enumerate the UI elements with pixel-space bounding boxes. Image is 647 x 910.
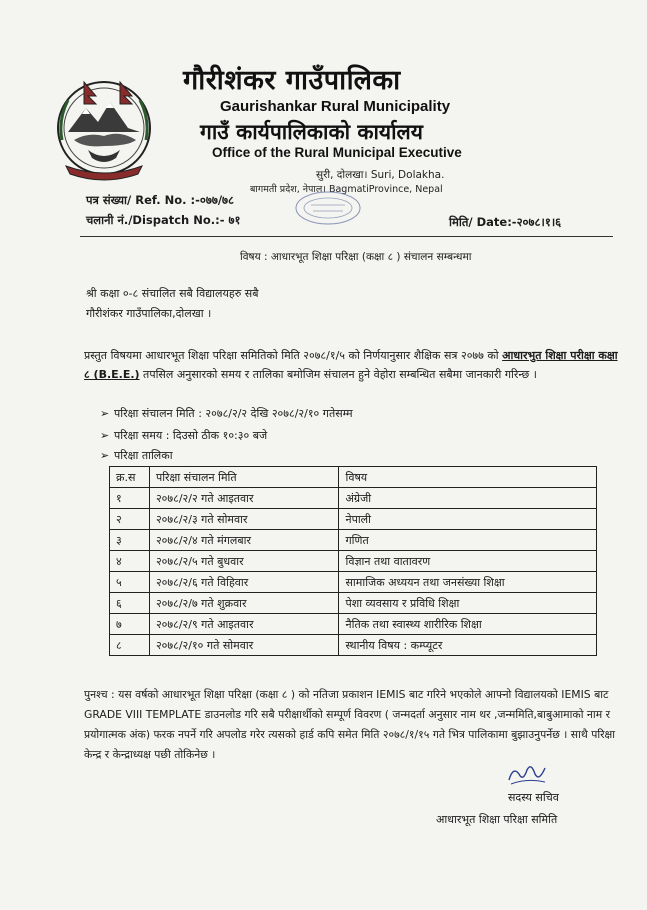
cell-serial: ६ — [110, 593, 150, 614]
table-row — [110, 614, 597, 635]
cell-subject: स्थानीय विषय : कम्प्यूटर — [339, 635, 597, 656]
cell-date: २०७८/२/१० गते सोमवार — [149, 635, 339, 656]
arrow-bullet-icon: ➢ — [100, 449, 110, 462]
table-header-row — [110, 467, 597, 488]
recipient-line-1: श्री कक्षा ०-८ संचालित सबै विद्यालयहरु सबै — [86, 287, 259, 300]
header-exam-date: परिक्षा संचालन मिति — [149, 467, 339, 488]
office-name-nepali: गाउँ कार्यपालिकाको कार्यालय — [200, 120, 423, 144]
letter-date: मिति/ Date:-२०७८।१।६ — [449, 215, 562, 229]
table-row — [110, 488, 597, 509]
municipality-name-english: Gaurishankar Rural Municipality — [220, 98, 451, 115]
cell-date: २०७८/२/४ गते मंगलबार — [149, 530, 339, 551]
body-part-1: प्रस्तुत विषयमा आधारभूत शिक्षा परिक्षा समितिको मिति २०७८/१/५ को निर्णयानुसार शैक्षिक सत्र २०७७ को — [84, 349, 503, 362]
table-row — [110, 551, 597, 572]
cell-subject: नैतिक तथा स्वास्थ्य शारीरिक शिक्षा — [339, 614, 597, 635]
cell-subject: अंग्रेजी — [339, 488, 597, 509]
signatory-title: सदस्य सचिव — [508, 791, 559, 804]
bullet-schedule-title — [100, 448, 173, 463]
table-row — [110, 635, 597, 656]
signature-icon — [505, 760, 549, 788]
cell-serial: ४ — [110, 551, 150, 572]
exam-schedule-table — [109, 466, 597, 656]
signatory-committee: आधारभूत शिक्षा परिक्षा समिति — [436, 813, 558, 826]
exam-name-highlight: आधारभुत शिक्षा परीक्षा कक्षा ८ (B.E.E.) — [84, 349, 618, 381]
header-divider — [80, 236, 613, 237]
cell-serial: १ — [110, 488, 150, 509]
cell-serial: ८ — [110, 635, 150, 656]
header-serial: क्र.स — [110, 467, 150, 488]
cell-date: २०७८/२/९ गते आइतवार — [149, 614, 339, 635]
cell-date: २०७८/२/२ गते आइतवार — [149, 488, 339, 509]
schedule-title: परिक्षा तालिका — [114, 449, 173, 462]
cell-serial: २ — [110, 509, 150, 530]
cell-serial: ३ — [110, 530, 150, 551]
recipient-line-2: गौरीशंकर गाउँपालिका,दोलखा । — [86, 307, 212, 320]
arrow-bullet-icon: ➢ — [100, 407, 110, 420]
office-name-english: Office of the Rural Municipal Executive — [212, 145, 462, 160]
exam-date-range: परिक्षा संचालन मिति : २०७८/२/२ देखि २०७८/२/१० गतेसम्म — [114, 407, 353, 420]
address-line-1: सुरी, दोलखा। Suri, Dolakha. — [316, 169, 445, 181]
table-row — [110, 572, 597, 593]
address-line-2: बागमती प्रदेश, नेपाल। BagmatiProvince, Nepal — [250, 184, 443, 195]
cell-subject: गणित — [339, 530, 597, 551]
cell-serial: ५ — [110, 572, 150, 593]
cell-serial: ७ — [110, 614, 150, 635]
cell-date: २०७८/२/६ गते विहिवार — [149, 572, 339, 593]
table-row — [110, 593, 597, 614]
cell-date: २०७८/२/७ गते शुक्रवार — [149, 593, 339, 614]
body-part-2: तपसिल अनुसारको समय र तालिका बमोजिम संचालन हुने वेहोरा सम्बन्धित सबैमा जानकारी गरिन्छ । — [139, 368, 537, 381]
exam-time: परिक्षा समय : दिउसो ठीक १०:३० बजे — [114, 429, 268, 442]
bullet-exam-time — [100, 428, 267, 443]
cell-subject: पेशा व्यवसाय र प्रविधि शिक्षा — [339, 593, 597, 614]
table-row — [110, 509, 597, 530]
postscript-note: पुनश्च : यस वर्षको आधारभूत शिक्षा परिक्षा (कक्षा ८ ) को नतिजा प्रकाशन IEMIS बाट गरिने भएकोले आफ्नो विद्यालयको IEMIS बाट GRADE VIII TEMPLATE डाउनलोड गरि सबै परीक्षार्थीको सम्पूर्ण विवरण ( जन्मदर्ता अनुसार नाम थर ,जन्ममिति,बाबुआमाको नाम र प्रयोगात्मक अंक) फरक नपर्ने गरि अपलोड गरेर त्यसको हार्ड कपि समेत मिति २०७८/१/१५ गते भित्र पालिकामा बुझाउनुपर्नेछ । साथै परिक्षा केन्द्र र केन्द्राध्यक्ष पछी तोकिनेछ । — [84, 688, 616, 761]
cell-subject: नेपाली — [339, 509, 597, 530]
body-paragraph — [84, 346, 624, 384]
table-row — [110, 530, 597, 551]
nepal-emblem-icon — [48, 70, 160, 182]
office-stamp-icon — [293, 189, 363, 227]
municipality-name-nepali: गौरीशंकर गाउँपालिका — [183, 65, 401, 96]
cell-date: २०७८/२/३ गते सोमवार — [149, 509, 339, 530]
bullet-exam-date-range — [100, 406, 353, 421]
reference-number: पत्र संख्या/ Ref. No. :-०७७/७८ — [86, 193, 235, 207]
header-subject: विषय — [339, 467, 597, 488]
cell-subject: विज्ञान तथा वातावरण — [339, 551, 597, 572]
dispatch-number: चलानी नं./Dispatch No.:- ७१ — [86, 213, 241, 227]
arrow-bullet-icon: ➢ — [100, 429, 110, 442]
cell-date: २०७८/२/५ गते बुधवार — [149, 551, 339, 572]
letter-subject: विषय : आधारभूत शिक्षा परिक्षा (कक्षा ८ ) संचालन सम्बन्धमा — [240, 251, 472, 263]
cell-subject: सामाजिक अध्ययन तथा जनसंख्या शिक्षा — [339, 572, 597, 593]
